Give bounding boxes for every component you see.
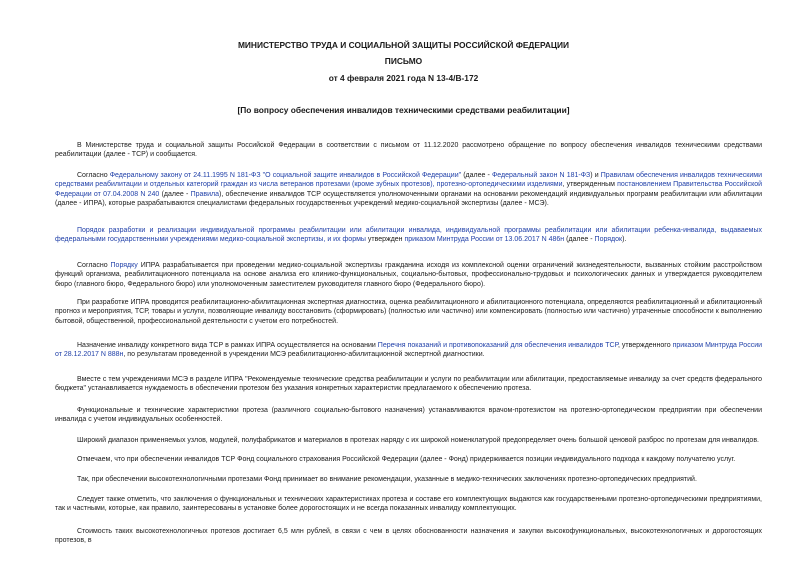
paragraph-text: Так, при обеспечении высокотехнологичными протезами Фонд принимает во внимание рекомендации, указанные в медико-технических заключениях протезно-ортопедических предприятий. bbox=[77, 476, 697, 483]
document-link[interactable]: приказом Минтруда России от 13.06.2017 N 486н bbox=[404, 236, 565, 244]
paragraph-text: , по результатам проведенной в учреждении МСЭ реабилитационно-абилитационной экспертной диагностики. bbox=[123, 351, 485, 359]
paragraph-text: ) и bbox=[590, 172, 601, 179]
paragraph-text: (далее - bbox=[159, 190, 191, 198]
paragraph bbox=[55, 226, 762, 245]
paragraph-text: , утвержденным bbox=[562, 181, 618, 189]
document-link[interactable]: Федеральный закон N 181-ФЗ bbox=[491, 172, 591, 179]
document-link[interactable]: Порядку bbox=[110, 262, 138, 269]
paragraph bbox=[55, 298, 762, 326]
document-link[interactable]: Порядок разработки и реализации индивидуальной программы реабилитации или абилитации инвалида, индивидуальной программы реабилитации или абилитации ребенка-инвалида, выдаваемых федеральными государственными учреждениями медико-социальной экспертизы, и их формы bbox=[55, 227, 762, 244]
paragraph bbox=[55, 436, 762, 445]
paragraph bbox=[55, 455, 762, 464]
document-subject: [По вопросу обеспечения инвалидов техническими средствами реабилитации] bbox=[237, 105, 570, 115]
document-link[interactable]: постановлением Правительства Российской Федерации от 07.04.2008 N 240 bbox=[55, 181, 763, 198]
paragraph bbox=[55, 495, 762, 514]
paragraph-text: Широкий диапазон применяемых узлов, модулей, полуфабрикатов и материалов в протезах наряду с их широкой номенклатурой предопределяет очень большой ценовой разброс по протезам для инвалидов. bbox=[77, 437, 759, 444]
document-link[interactable]: Федеральному закону от 24.11.1995 N 181-ФЗ "О социальной защите инвалидов в Российской Федерации" bbox=[109, 172, 462, 179]
paragraph-text: Стоимость таких высокотехнологичных протезов достигает 6,5 млн рублей, в связи с чем в целях обоснованности назначения и закупки высокофункциональных, высокотехнологичных и дорогостоящих протезов, в bbox=[55, 528, 762, 545]
paragraph bbox=[55, 406, 762, 425]
ministry-title: МИНИСТЕРСТВО ТРУДА И СОЦИАЛЬНОЙ ЗАЩИТЫ РОССИЙСКОЙ ФЕДЕРАЦИИ bbox=[237, 40, 570, 50]
document-type: ПИСЬМО bbox=[384, 56, 423, 66]
paragraph-text: Отмечаем, что при обеспечении инвалидов ТСР Фонд социального страхования Российской Федерации (далее - Фонд) придерживается позиции индивидуального подхода к каждому получателю услуг. bbox=[77, 456, 736, 463]
paragraph-text: Назначение инвалиду конкретного вида ТСР в рамках ИПРА осуществляется на основании bbox=[77, 342, 378, 349]
document-date-number: от 4 февраля 2021 года N 13-4/В-172 bbox=[328, 73, 479, 83]
paragraph-text: ИПРА разрабатывается при проведении медико-социальной экспертизы гражданина исходя из комплексной оценки ограничений жизнедеятельности, вызванных стойким расстройством функций организма, реабилитационного потенциала на основе анализа его клинико-функциональных, социально-бытовых, профессионально-трудовых и психологических данных и утверждается руководителем бюро (главного бюро, Федерального бюро) или уполномоченным заместителем руководителя главного бюро (Федерального бюро). bbox=[55, 262, 762, 288]
paragraph bbox=[55, 171, 762, 209]
document-link[interactable]: приказом Минтруда России от 28.12.2017 N 888н bbox=[55, 342, 763, 359]
document-link[interactable]: Порядок bbox=[594, 236, 623, 244]
paragraph bbox=[55, 527, 762, 546]
paragraph-text: ). bbox=[622, 236, 627, 244]
paragraph bbox=[55, 375, 762, 394]
paragraph bbox=[55, 475, 762, 484]
document-link[interactable]: Правила bbox=[190, 190, 219, 198]
paragraph bbox=[55, 341, 762, 360]
document-link[interactable]: Правилам обеспечения инвалидов техническими средствами реабилитации и отдельных категорий граждан из числа ветеранов протезами (кроме зубных протезов), протезно-ортопедическими изделиями bbox=[55, 172, 762, 189]
paragraph-text: Функциональные и технические характеристики протеза (различного социально-бытового назначения) устанавливаются врачом-протезистом на протезно-ортопедическом предприятии при обеспечении инвалида с учетом индивидуальных особенностей. bbox=[55, 407, 762, 424]
paragraph-text: утвержден bbox=[365, 236, 405, 244]
paragraph-text: (далее - bbox=[564, 236, 595, 244]
paragraph-text: ), обеспечение инвалидов ТСР осуществляется уполномоченными органами на основании рекомендаций индивидуальных программ реабилитации или абилитации (далее - ИПРА), которые разрабатываются специалистами федеральных государственных учреждений медико-социальной экспертизы (далее - МСЭ). bbox=[55, 190, 762, 208]
document-link[interactable]: Перечня показаний и противопоказаний для обеспечения инвалидов ТСР bbox=[377, 342, 618, 349]
paragraph-text: (далее - bbox=[461, 172, 492, 179]
paragraph bbox=[55, 141, 762, 160]
paragraph-text: Согласно bbox=[77, 172, 110, 179]
paragraph-text: При разработке ИПРА проводится реабилитационно-абилитационная экспертная диагностика, оценка реабилитационного и абилитационного потенциала, определяются реабилитационный и абилитационный прогноз и мероприятия, ТСР, товары и услуги, позволяющие инвалиду восстановить (сформировать) (полностью или частично) или компенсировать (полностью или частично) утраченные способности к выполнению бытовой, общественной, профессиональной деятельности с учетом его потребностей. bbox=[55, 299, 762, 325]
paragraph-text: Вместе с тем учреждениями МСЭ в разделе ИПРА "Рекомендуемые технические средства реабилитации и услуги по реабилитации или абилитации, предоставляемые инвалиду за счет средств федерального бюджета" устанавливается нуждаемость в обеспечении протезом без указания конкретных характеристик предлагаемого к обеспечению протеза. bbox=[55, 376, 762, 393]
paragraph-text: Согласно bbox=[77, 262, 111, 269]
paragraph bbox=[55, 261, 762, 289]
paragraph-text: Следует также отметить, что заключения о функциональных и технических характеристиках протеза и составе его комплектующих выдаются как государственными протезно-ортопедическими предприятиями, так и частными, которые, как правило, заинтересованы в установке более дорогостоящих и не всегда показанных инвалиду комплектующих. bbox=[55, 496, 762, 513]
paragraph-text: , утвержденного bbox=[617, 342, 673, 349]
paragraph-text: В Министерстве труда и социальной защиты Российской Федерации в соответствии с письмом от 11.12.2020 рассмотрено обращение по вопросу обеспечения инвалидов техническими средствами реабилитации (далее - ТСР) и сообщается. bbox=[55, 142, 762, 159]
